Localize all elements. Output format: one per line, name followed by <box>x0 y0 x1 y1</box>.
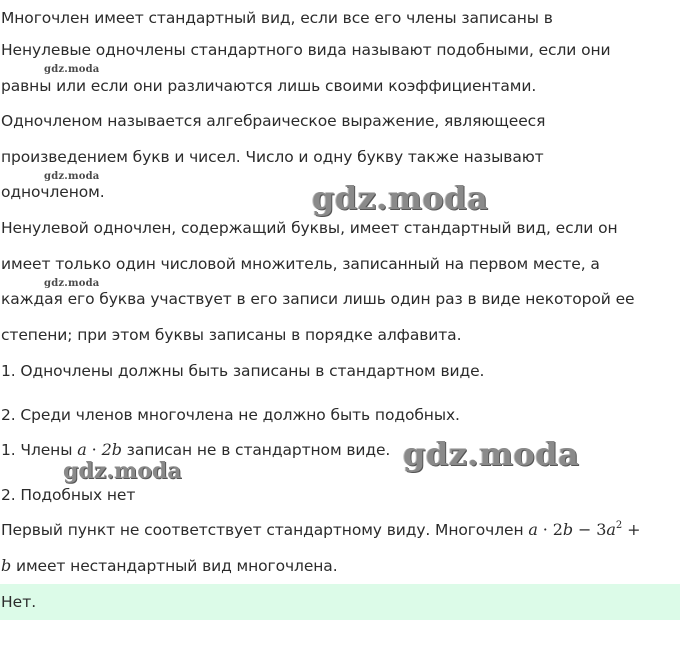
watermark-large: gdz.moda <box>312 179 489 217</box>
math-var-a: a <box>528 520 538 539</box>
math-var-b: b <box>1 556 12 575</box>
math-var-a: a <box>606 520 616 539</box>
text-line-2: Ненулевые одночлены стандартного вида называют подобными, если они <box>1 41 611 59</box>
math-exponent: 2 <box>615 520 623 531</box>
math-var-b: b <box>562 520 573 539</box>
text-line-5: произведением букв и чисел. Число и одну букву также называют <box>1 148 544 166</box>
watermark-large: gdz.moda <box>403 435 580 473</box>
step-2: 2. Подобных нет <box>1 486 136 504</box>
watermark-small: gdz.moda <box>44 64 100 75</box>
polynomial-expression <box>528 520 640 539</box>
text-line-9: каждая его буква участвует в его записи лишь один раз в виде некоторой ее <box>1 290 635 308</box>
watermark-small: gdz.moda <box>44 171 100 182</box>
conclusion-line-2 <box>1 556 338 576</box>
math-var-a: a <box>77 440 87 459</box>
step-1-suffix: записан не в стандартном виде. <box>121 441 391 459</box>
math-term-1 <box>77 440 122 459</box>
watermark-medium: gdz.moda <box>63 458 182 484</box>
math-op: · 2 <box>537 520 563 539</box>
math-dot: · <box>86 440 102 459</box>
step-1 <box>1 440 390 460</box>
text-line-3: равны или если они различаются лишь своими коэффициентами. <box>1 77 537 95</box>
step-1-prefix: 1. Члены <box>1 441 78 459</box>
answer-box <box>0 584 680 620</box>
math-plus: + <box>622 520 641 539</box>
conclusion-suffix: имеет нестандартный вид многочлена. <box>11 557 338 575</box>
answer-text: Нет. <box>1 593 37 611</box>
text-line-6: одночленом. <box>1 183 105 201</box>
text-line-10: степени; при этом буквы записаны в порядке алфавита. <box>1 326 462 344</box>
watermark-small: gdz.moda <box>44 278 100 289</box>
math-op: − 3 <box>573 520 607 539</box>
math-2b: 2b <box>101 440 122 459</box>
rule-2: 2. Среди членов многочлена не должно быть подобных. <box>1 406 460 424</box>
text-line-8: имеет только один числовой множитель, записанный на первом месте, а <box>1 255 600 273</box>
conclusion-line-1 <box>1 520 640 540</box>
text-line-1: Многочлен имеет стандартный вид, если все его члены записаны в <box>1 9 553 27</box>
conclusion-prefix: Первый пункт не соответствует стандартному виду. Многочлен <box>1 521 529 539</box>
text-line-4: Одночленом называется алгебраическое выражение, являющееся <box>1 112 546 130</box>
text-line-7: Ненулевой одночлен, содержащий буквы, имеет стандартный вид, если он <box>1 219 618 237</box>
rule-1: 1. Одночлены должны быть записаны в стандартном виде. <box>1 362 485 380</box>
